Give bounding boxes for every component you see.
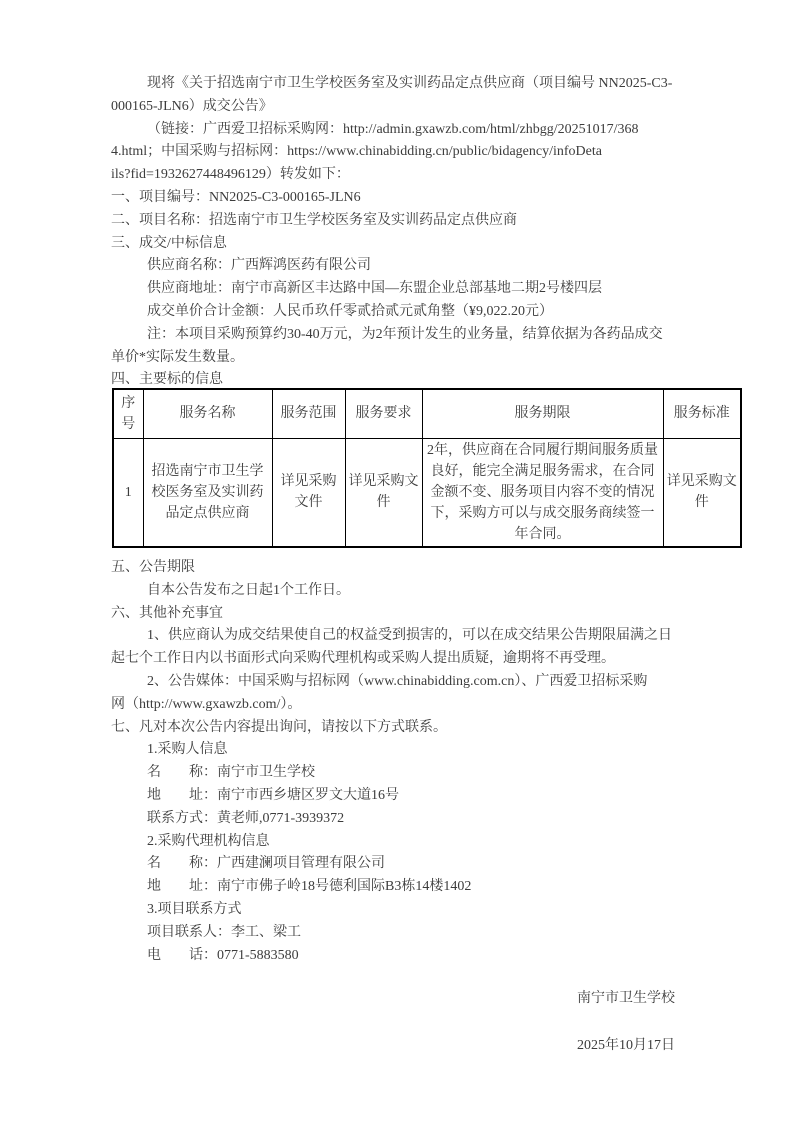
text-line: 供应商地址：南宁市高新区丰达路中国—东盟企业总部基地二期2号楼四层 bbox=[147, 281, 602, 297]
text-line: 单价*实际发生数量。 bbox=[111, 349, 244, 365]
signature-org: 南宁市卫生学校 bbox=[577, 991, 675, 1006]
text-line: 五、公告期限 bbox=[111, 560, 195, 575]
table-cell-service-standard: 详见采购文件 bbox=[663, 438, 741, 547]
text-line: 电 话：0771-5883580 bbox=[147, 947, 299, 963]
text-line: 成交单价合计金额：人民币玖仟零贰拾贰元贰角整（¥9,022.20元） bbox=[147, 303, 553, 319]
table-cell-seq: 1 bbox=[113, 438, 143, 547]
text-line: 六、其他补充事宜 bbox=[111, 605, 223, 621]
announcement-body-bottom bbox=[111, 557, 672, 967]
table-cell-service-scope: 详见采购文件 bbox=[272, 438, 345, 547]
text-line: 项目联系人：李工、梁工 bbox=[147, 924, 301, 940]
table-header-cell: 服务名称 bbox=[143, 389, 272, 438]
text-line: 现将《关于招选南宁市卫生学校医务室及实训药品定点供应商（项目编号 NN2025-C3- bbox=[147, 76, 673, 91]
text-line: 七、凡对本次公告内容提出询问，请按以下方式联系。 bbox=[111, 719, 447, 735]
text-line: 3.项目联系方式 bbox=[147, 901, 242, 917]
text-line: 二、项目名称：招选南宁市卫生学校医务室及实训药品定点供应商 bbox=[111, 212, 517, 228]
announcement-body-top bbox=[111, 73, 672, 392]
text-line: 一、项目编号：NN2025-C3-000165-JLN6 bbox=[111, 189, 361, 205]
text-line: 自本公告发布之日起1个工作日。 bbox=[147, 582, 350, 598]
table-cell-service-name: 招选南宁市卫生学校医务室及实训药品定点供应商 bbox=[143, 438, 272, 547]
text-line: 000165-JLN6）成交公告》 bbox=[111, 98, 273, 114]
table-cell-service-requirement: 详见采购文件 bbox=[345, 438, 422, 547]
text-line: 网（http://www.gxawzb.com/）。 bbox=[111, 696, 302, 712]
table-header-row bbox=[113, 389, 741, 438]
text-line: （链接：广西爱卫招标采购网：http://admin.gxawzb.com/html/zhbgg/20251017/368 bbox=[147, 121, 639, 137]
text-line: 注：本项目采购预算约30-40万元，为2年预计发生的业务量，结算依据为各药品成交 bbox=[147, 326, 663, 342]
text-line: 2、公告媒体：中国采购与招标网（www.chinabidding.com.cn）、广西爱卫招标采购 bbox=[147, 673, 648, 689]
text-line: 供应商名称：广西辉鸿医药有限公司 bbox=[147, 258, 371, 274]
text-line: 三、成交/中标信息 bbox=[111, 235, 227, 251]
table-header-cell: 服务范围 bbox=[272, 389, 345, 438]
text-line: 2.采购代理机构信息 bbox=[147, 833, 270, 849]
table-header-cell: 序号 bbox=[113, 389, 143, 438]
text-line: 1、供应商认为成交结果使自己的权益受到损害的，可以在成交结果公告期限届满之日 bbox=[147, 628, 672, 644]
text-line: 1.采购人信息 bbox=[147, 742, 228, 758]
table-cell-service-period: 2年，供应商在合同履行期间服务质量良好，能完全满足服务需求，在合同金额不变、服务项目内容不变的情况下，采购方可以与成交服务商续签一年合同。 bbox=[422, 438, 663, 547]
text-line: ils?fid=1932627448496129）转发如下： bbox=[111, 167, 350, 183]
table-header-cell: 服务期限 bbox=[422, 389, 663, 438]
text-line: 起七个工作日内以书面形式向采购代理机构或采购人提出质疑，逾期将不再受理。 bbox=[111, 651, 615, 667]
main-items-table bbox=[112, 388, 742, 548]
table-row bbox=[113, 438, 741, 547]
table-header-cell: 服务要求 bbox=[345, 389, 422, 438]
text-line: 4.html；中国采购与招标网：https://www.chinabidding.cn/public/bidagency/infoDeta bbox=[111, 144, 602, 160]
signature-date: 2025年10月17日 bbox=[577, 1038, 675, 1053]
text-line: 地 址：南宁市西乡塘区罗文大道16号 bbox=[147, 787, 399, 803]
text-line: 四、主要标的信息 bbox=[111, 372, 223, 388]
text-line: 联系方式：黄老师,0771-3939372 bbox=[147, 810, 345, 826]
text-line: 名 称：南宁市卫生学校 bbox=[147, 765, 315, 781]
table-header-cell: 服务标准 bbox=[663, 389, 741, 438]
text-line: 地 址：南宁市佛子岭18号德利国际B3栋14楼1402 bbox=[147, 879, 472, 895]
text-line: 名 称：广西建澜项目管理有限公司 bbox=[147, 856, 385, 872]
